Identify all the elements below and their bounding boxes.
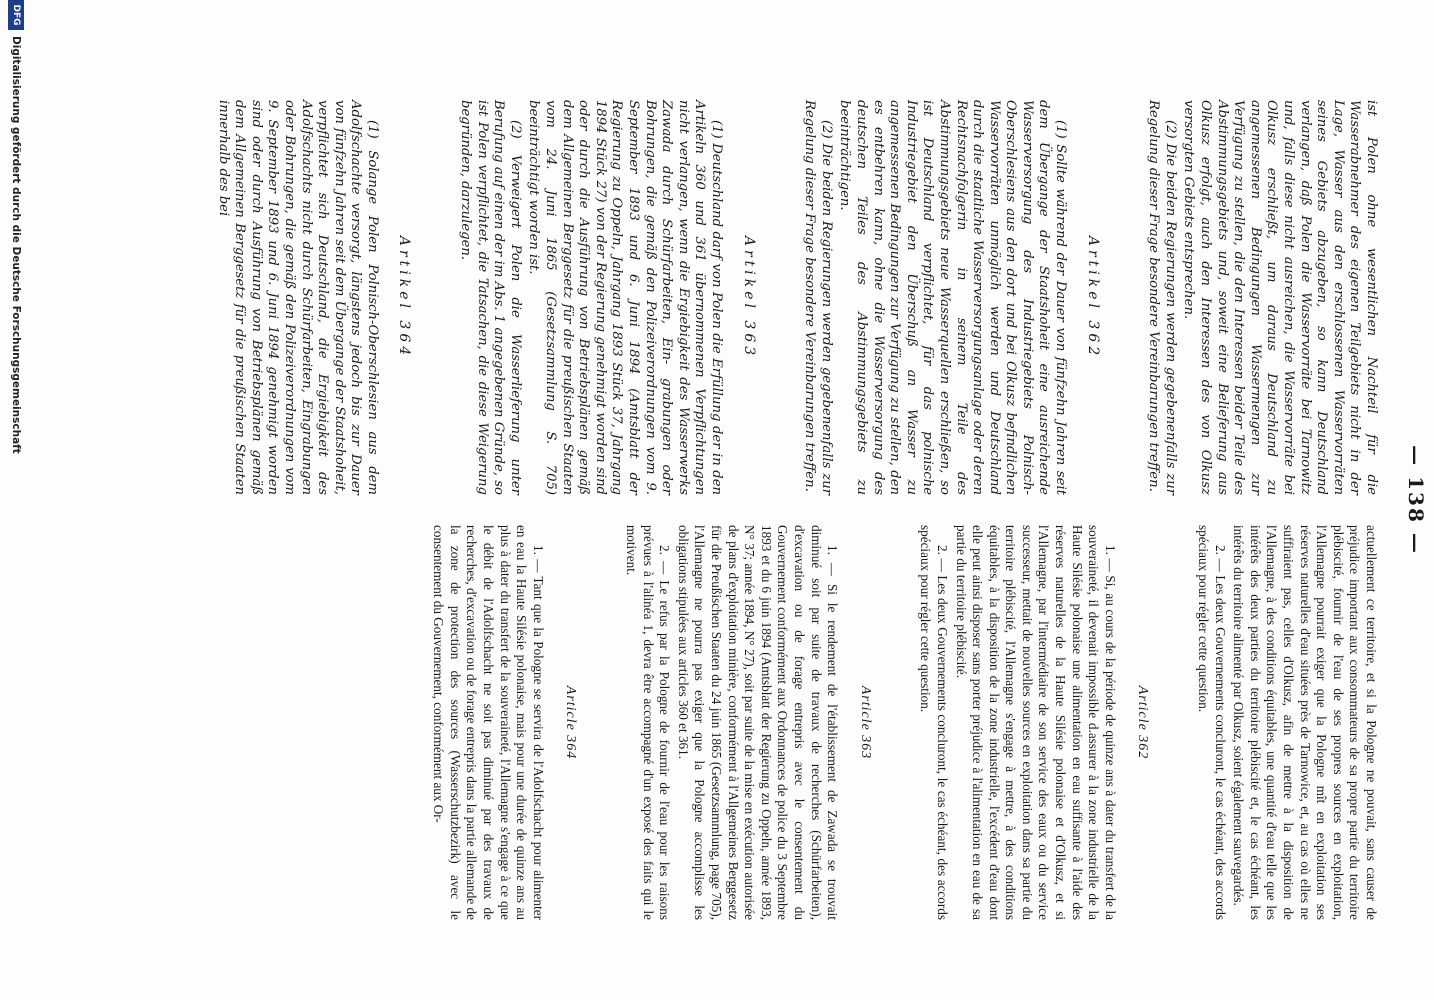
french-intro-2: 2. — Les deux Gouvernements concluront, le cas échéant, des accords spéciaux pour régler cette question. [1196, 525, 1228, 920]
german-article-364-heading: Artikel 364 [396, 235, 413, 360]
german-article-364-p1: (1) Solange Polen Polnisch-Oberschlesien aus dem Adolfschachte versorgt, längstens jedoch bis zur Dauer von fünfzehn Jahren seit dem Übergange der Staatshoheit, verpflichtet sich Deutschland, die Ergiebigkeit des Adolfschachts nicht durch Schürfarbeiten, Eingrabungen oder Bohrungen, die gemäß den Polizeiverordnungen vom 9. September 1893 und 6. Juni 1894 genehmigt worden sind oder durch Ausführung von Betriebsplänen gemäß dem Allgemeinen Berggesetz für die preußischen Staaten innerhalb des bei [215, 100, 380, 495]
page-number: — 138 — [1404, 445, 1428, 555]
digitization-credit: Digitalisierung gefördert durch die Deutsche Forschungsgemeinschaft [10, 36, 22, 454]
german-intro-2: (2) Die beiden Regierungen werden gegebenenfalls zur Regelung dieser Frage besondere Vereinbarungen treffen. [1146, 100, 1178, 495]
german-article-362-p2: (2) Die beiden Regierungen werden gegebenenfalls zur Regelung dieser Frage besondere Vereinbarungen treffen. [802, 100, 834, 495]
french-article-362-p2: 2. — Les deux Gouvernements concluront, le cas échéant, des accords spéciaux pour régler cette question. [918, 525, 950, 920]
french-article-363-p1: 1. — Si le rendement de l'établissement de Zawada se trouvait diminué soit par suite de travaux de recherches (Schürfarbeiten), d'excavation ou de forage entrepris avec le consentement du Gouvernement conformément aux Ordonnances de police du 3 Septembre 1893 et du 6 juin 1894 (Amtsblatt der Regierung zu Oppeln, année 1893, N° 37; année 1894, N° 27), soit par suite de la mise en exécution autorisée de plans d'exploitation minière, conformément à l'Allgemeines Berggesetz für die Preußischen Staaten du 24 juin 1865 (Gesetzsammlung, page 705), l'Allemagne ne pourra pas exiger que la Pologne accomplisse les obligations stipulées aux articles 360 et 361. [675, 525, 841, 920]
digitization-footer [0, 0, 34, 1000]
german-article-363-p2: (2) Verweigert Polen die Wasserlieferung unter Berufung auf einen der im Abs. 1 angegebenen Gründe, so ist Polen verpflichtet, die Tatsachen, die diese Weigerung begründen, darzulegen. [458, 100, 523, 495]
french-article-363-heading: Article 363 [857, 685, 873, 760]
german-article-363-p1: (1) Deutschland darf von Polen die Erfüllung der in den Artikeln 360 und 361 übernommenen Verpflichtungen nicht verlangen, wenn die Ergiebigkeit des Wasserwerks Zawada durch Schürfarbeiten, Ein- grabungen oder Bohrungen, die gemäß den Polizeiverordnungen vom 9. September 1893 und 6. Juni 1894 (Amtsblatt der Regierung zu Oppeln, Jahrgang 1893 Stück 37, Jahrgang 1894 Stück 27) von der Regierung genehmigt worden sind oder durch die Ausführung von Betriebsplänen gemäß dem Allgemeinen Berggesetz für die preußischen Staaten vom 24. Juni 1865 (Gesetzsammlung S. 705) beeinträchtigt worden ist. [526, 100, 724, 495]
german-article-363-heading: Artikel 363 [740, 235, 757, 360]
french-article-362-heading: Article 362 [1135, 685, 1151, 760]
german-article-362-heading: Artikel 362 [1084, 235, 1101, 360]
french-article-364-heading: Article 364 [563, 685, 579, 760]
french-article-364-p1: 1. — Tant que la Pologne se servira de l'Adolfschacht pour alimenter en eau la Haute Silésie polonaise, mais pour une durée de quinze ans au plus à dater du transfert de la souveraineté, l'Allemagne s'engage à ce que le débit de l'Adolfschacht ne soit pas diminué par des travaux de recherches, d'excavation ou de forage entrepris dans la partie allemande de la zone de protection des sources (Wasserschutzbezirk) avec le consentement du Gouvernement, conformément aux Or- [431, 525, 546, 920]
french-article-363-p2: 2. — Le refus par la Pologne de fournir de l'eau pour les raisons prévues à l'alinéa 1, devra être accompagné d'un exposé des faits qui le motivent. [624, 525, 673, 920]
french-article-362-p1: 1. — Si, au cours de la période de quinze ans à dater du transfert de la souveraineté, il devenait impossible d.assurer à la zone industrielle de la Haute Silésie polonaise une alimentation en eau suffisante à l'aide des réserves naturelles de la Haute Silésie polonaise et d'Olkusz, et si l'Allemagne, par l'intermédiaire de son service des eaux ou du service successeur, mettait de nouvelles sources en exploitation dans sa partie du territoire plébiscité, l'Allemagne s'engage à mettre, à des conditions équitables, à la disposition de la zone industrielle, l'excédent d'eau dont elle peut ainsi disposer sans porter préjudice à l'alimentation en eau de sa partie du territoire plébiscité. [953, 525, 1118, 920]
german-column [212, 100, 1379, 495]
german-intro: ist Polen ohne wesentlichen Nachteil für die Wasserabnehmer des eigenen Teilgebiets nicht in der Lage, Wasser aus den erschlossenen Wasservorräten seines Gebiets abzugeben, so kann Deutschland verlangen, daß Polen die Wasservorräte bei Tarnowitz und, falls diese nicht ausreichen, die Wasservorräte bei Olkusz erschließt, um daraus Deutschland zu angemessenen Bedingungen Wassermengen zur Verfügung zu stellen, die den Interessen beider Teile des Abstimmungsgebiets und, soweit eine Belieferung aus Olkusz erfolgt, auch den Interessen des von Olkusz versorgten Gebiets entsprechen. [1181, 100, 1379, 495]
dfg-logo-icon: DFG [8, 0, 24, 30]
french-intro: actuellement ce territoire, et si la Pologne ne pouvait, sans causer de préjudice important aux consommateurs de sa propre partie du territoire plébiscité, fournir de l'eau de ses propres sources en exploitation, l'Allemagne pourrait exiger que la Pologne mît en exploitation ses réserves naturelles d'eau situées près de Tarnowice, et, au cas où elles ne suffiraient pas, celles d'Olkusz, afin de mettre à la disposition de l'Allemagne, à des conditions équitables, une quantité d'eau telle que les intérêts des deux parties du territoire plébiscité et, le cas échéant, les intérêts du territoire alimenté par Olkusz, soient également sauvegardés. [1231, 525, 1379, 920]
german-article-362-p1: (1) Sollte während der Dauer von fünfzehn Jahren seit dem Übergange der Staatshoheit eine ausreichende Wasserversorgung des Industriegebiets Polnisch-Oberschlesiens aus den dort und bei Olkusz befindlichen Wasservorräten unmöglich werden und Deutschland durch die staatliche Wasserversorgungsanlage oder deren Rechtsnachfolgerin in seinem Teile des Abstimmungsgebiets neue Wasserquellen erschließen, so ist Deutschland verpflichtet, für das polnische Industriegebiet den Überschuß an Wasser zu angemessenen Bedingungen zur Verfügung zu stellen, den es entbehren kann, ohne die Wasserversorgung des deutschen Teiles des Abstimmungsgebiets zu beeinträchtigen. [837, 100, 1069, 495]
french-column [428, 525, 1379, 920]
